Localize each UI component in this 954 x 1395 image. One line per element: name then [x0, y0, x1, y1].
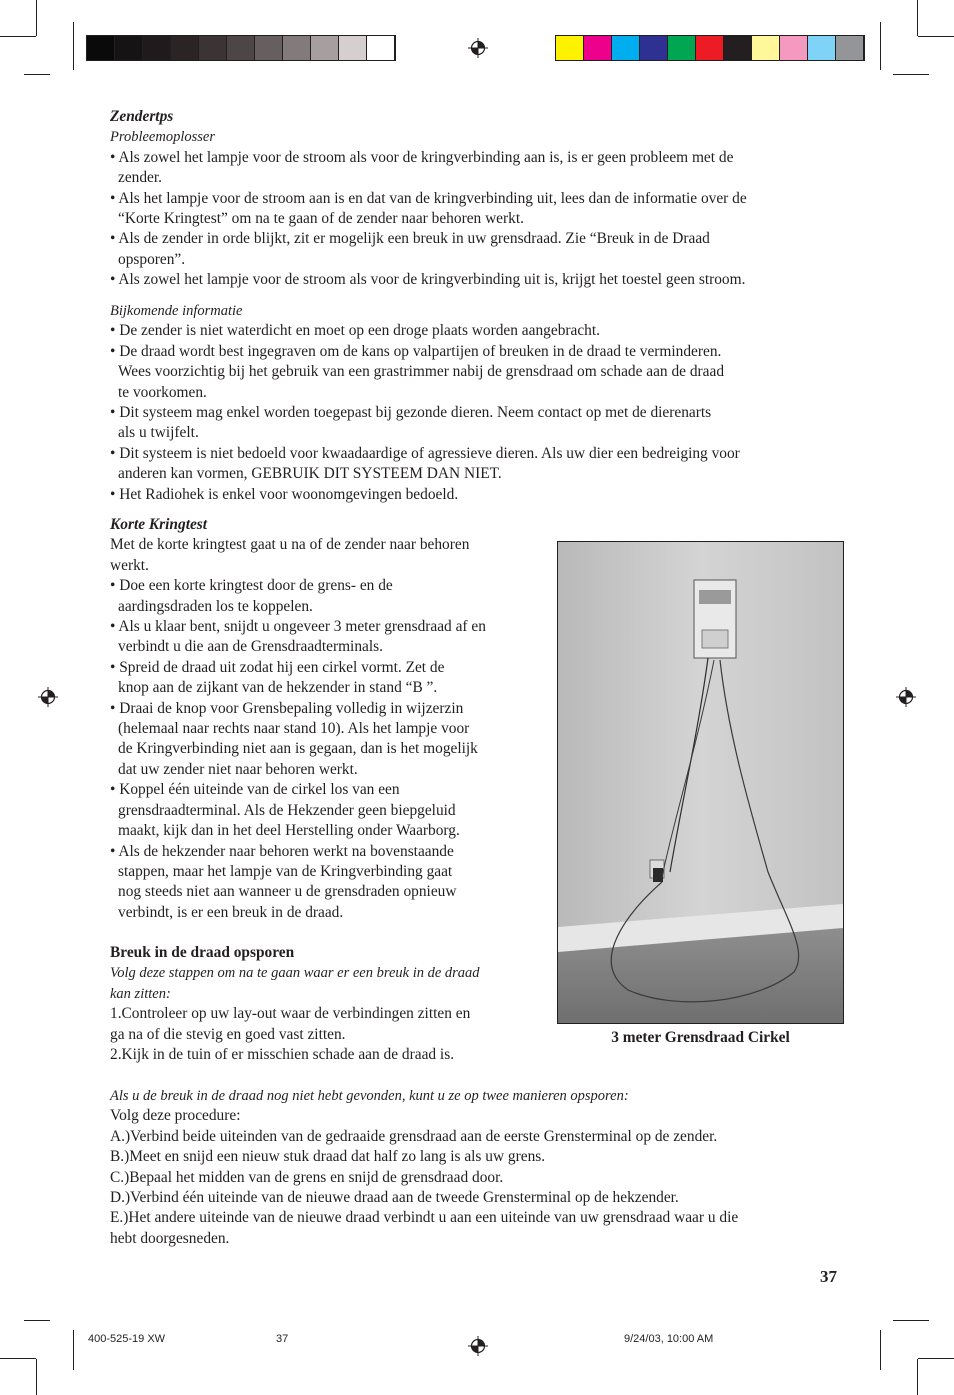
color-swatch [87, 36, 115, 60]
section-subtitle: Probleemoplosser [110, 129, 215, 146]
section-title: Zendertps [110, 108, 174, 125]
color-swatch [199, 36, 227, 60]
crop-mark [24, 1320, 50, 1321]
crop-mark [880, 1330, 881, 1370]
color-swatch [171, 36, 199, 60]
procedure-section [110, 1086, 738, 1249]
text-line: (helemaal naar rechts naar stand 10). Als het lampje voor [118, 720, 470, 738]
extra-info-section [110, 301, 740, 505]
grayscale-color-bar [86, 35, 396, 61]
text-line: hebt doorgesneden. [110, 1229, 230, 1247]
wire-circle-illustration [558, 542, 843, 1023]
color-swatch [255, 36, 283, 60]
crop-mark [73, 1330, 74, 1370]
text-line: ga na of die stevig en goed vast zitten. [110, 1025, 346, 1043]
slug-code: 400-525-19 XW [88, 1333, 166, 1345]
text-line: anderen kan vormen, GEBRUIK DIT SYSTEEM DAN NIET. [118, 465, 502, 483]
text-line: • Dit systeem is niet bedoeld voor kwaadaardige of agressieve dieren. Als uw dier een bedreiging voor [110, 444, 740, 462]
crop-mark [24, 74, 50, 75]
text-line: • Als de zender in orde blijkt, zit er mogelijk een breuk in uw grensdraad. Zie “Breuk in de Draad [110, 230, 710, 248]
crop-mark [73, 22, 74, 70]
text-line: maakt, kijk dan in het deel Herstelling onder Waarborg. [118, 822, 460, 840]
text-line: Wees voorzichtig bij het gebruik van een grastrimmer nabij de grensdraad om schade aan de draad [118, 363, 725, 381]
text-line: • De zender is niet waterdicht en moet op een droge plaats worden aangebracht. [110, 322, 600, 340]
text-line: • Spreid de draad uit zodat hij een cirkel vormt. Zet de [110, 658, 445, 676]
text-line: • Draai de knop voor Grensbepaling volledig in wijzerzin [110, 699, 464, 717]
text-line: 1.Controleer op uw lay-out waar de verbindingen zitten en [110, 1005, 471, 1023]
color-swatch [143, 36, 171, 60]
registration-mark-icon [468, 1336, 488, 1356]
kringtest-section [110, 515, 486, 923]
text-line: A.)Verbind beide uiteinden van de gedraaide grensdraad aan de eerste Grensterminal op de zender. [110, 1127, 718, 1145]
color-swatch [752, 36, 780, 60]
registration-mark-icon [38, 687, 58, 707]
zendertips-section [110, 107, 747, 291]
section-subtitle: Bijkomende informatie [110, 303, 243, 319]
section-title: Korte Kringtest [110, 516, 208, 533]
text-line: • Doe een korte kringtest door de grens- en de [110, 577, 393, 595]
wire-circle-photo [557, 541, 844, 1024]
crop-mark [918, 36, 954, 37]
crop-mark [880, 22, 881, 70]
crop-mark [918, 1358, 954, 1359]
text-line: • Als het lampje voor de stroom aan is en dat van de kringverbinding uit, lees dan de informatie over de [110, 189, 747, 207]
text-line: • De draad wordt best ingegraven om de kans op valpartijen of breuken in de draad te verminderen. [110, 342, 722, 360]
color-swatch [367, 36, 395, 60]
crop-mark [917, 1359, 918, 1395]
text-line: knop aan de zijkant van de hekzender in stand “B ”. [118, 679, 438, 697]
text-line: • Dit systeem mag enkel worden toegepast bij gezonde dieren. Neem contact op met de dierenarts [110, 404, 712, 422]
crop-mark [917, 0, 918, 36]
text-line: • Koppel één uiteinde van de cirkel los van een [110, 781, 400, 799]
text-line: nog steeds niet aan wanneer u de grensdraden opnieuw [118, 883, 457, 901]
color-swatch [836, 36, 864, 60]
section-subtitle: Volg deze stappen om na te gaan waar er een breuk in de draad [110, 965, 480, 982]
registration-mark-icon [896, 687, 916, 707]
section-title: Breuk in de draad opsporen [110, 944, 295, 961]
text-line: werkt. [110, 556, 149, 574]
text-line: Met de korte kringtest gaat u na of de zender naar behoren [110, 536, 470, 554]
text-line: als u twijfelt. [118, 424, 199, 442]
text-line: • Het Radiohek is enkel voor woonomgevingen bedoeld. [110, 485, 459, 503]
text-line: • Als zowel het lampje voor de stroom als voor de kringverbinding uit is, krijgt het toestel geen stroom. [110, 271, 746, 289]
section-subtitle: kan zitten: [110, 985, 171, 1002]
text-line: • Als de hekzender naar behoren werkt na bovenstaande [110, 842, 454, 860]
color-swatch [227, 36, 255, 60]
color-swatch [808, 36, 836, 60]
text-line: verbindt u die aan de Grensdraadterminals. [118, 638, 383, 656]
color-swatch [724, 36, 752, 60]
text-line: • Als u klaar bent, snijdt u ongeveer 3 meter grensdraad af en [110, 618, 486, 636]
text-line: opsporen”. [118, 250, 186, 268]
color-swatch [640, 36, 668, 60]
crop-mark [893, 1320, 929, 1321]
text-line: Volg deze procedure: [110, 1107, 241, 1125]
process-color-bar [555, 35, 865, 61]
text-line: “Korte Kringtest” om na te gaan of de zender naar behoren werkt. [118, 210, 524, 228]
page-number: 37 [820, 1267, 837, 1286]
crop-mark [36, 1359, 37, 1395]
text-line: grensdraadterminal. Als de Hekzender geen biepgeluid [118, 801, 456, 819]
color-swatch [311, 36, 339, 60]
color-swatch [780, 36, 808, 60]
text-line: verbindt, is er een breuk in de draad. [118, 903, 344, 921]
color-swatch [668, 36, 696, 60]
color-swatch [339, 36, 367, 60]
breuk-section [110, 943, 480, 1065]
registration-mark-icon [468, 38, 488, 58]
crop-mark [0, 36, 36, 37]
color-swatch [696, 36, 724, 60]
text-line: aardingsdraden los te koppelen. [118, 597, 313, 615]
text-line: E.)Het andere uiteinde van de nieuwe draad verbindt u aan een uiteinde van uw grensdraad waar u die [110, 1209, 739, 1227]
text-line: de Kringverbinding niet aan is gegaan, dan is het mogelijk [118, 740, 478, 758]
color-swatch [556, 36, 584, 60]
slug-page: 37 [276, 1333, 289, 1345]
color-swatch [612, 36, 640, 60]
text-line: C.)Bepaal het midden van de grens en snijd de grensdraad door. [110, 1168, 504, 1186]
crop-mark [0, 1358, 36, 1359]
color-swatch [283, 36, 311, 60]
text-line: dat uw zender niet naar behoren werkt. [118, 760, 358, 778]
photo-caption: 3 meter Grensdraad Cirkel [611, 1029, 790, 1046]
color-swatch [584, 36, 612, 60]
section-subtitle: Als u de breuk in de draad nog niet hebt gevonden, kunt u ze op twee manieren opsporen: [110, 1088, 629, 1104]
crop-mark [36, 0, 37, 36]
slug-date: 9/24/03, 10:00 AM [624, 1333, 714, 1345]
text-line: stappen, maar het lampje van de Kringverbinding gaat [118, 862, 453, 880]
text-line: • Als zowel het lampje voor de stroom als voor de kringverbinding aan is, is er geen probleem met de [110, 148, 734, 166]
text-line: D.)Verbind één uiteinde van de nieuwe draad aan de tweede Grensterminal op de hekzender. [110, 1189, 679, 1207]
text-line: B.)Meet en snijd een nieuw stuk draad dat half zo lang is als uw grens. [110, 1148, 546, 1166]
text-line: te voorkomen. [118, 383, 207, 401]
text-line: zender. [118, 169, 163, 187]
color-swatch [115, 36, 143, 60]
crop-mark [893, 74, 929, 75]
text-line: 2.Kijk in de tuin of er misschien schade aan de draad is. [110, 1046, 455, 1064]
